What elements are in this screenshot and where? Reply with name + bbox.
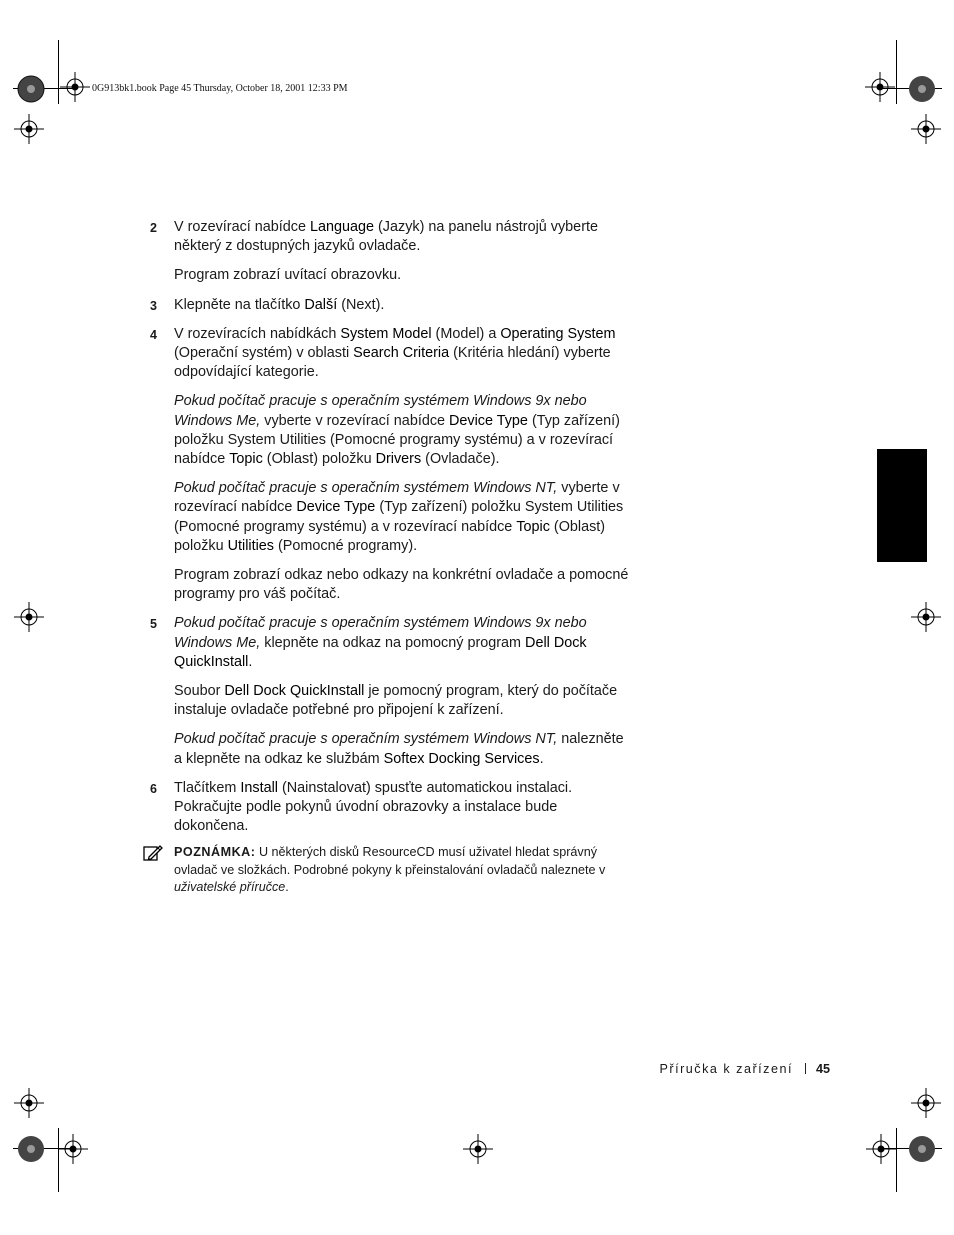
step-number: 5 [150,617,157,632]
note-block: POZNÁMKA: U některých disků ResourceCD musí uživatel hledat správný ovladač ve složkách. Podrobné pokyny k přeinstalování ovladačů naleznete v uživatelské příručce. [174,844,630,896]
press-spoke-mark-icon [16,74,46,104]
step-paragraph: Soubor Dell Dock QuickInstall je pomocný program, který do počítače instaluje ovladače potřebné pro připojení k zařízení. [174,683,618,719]
step-paragraph: Pokud počítač pracuje s operačním systémem Windows 9x nebo Windows Me, vyberte v rozevírací nabídce Device Type (Typ zařízení) položku System Utilities (Pomocné programy systému) a v rozevírací nabídce Topic (Oblast) položku Drivers (Ovladače). [174,393,620,468]
ui-term: Topic [516,518,550,535]
step-paragraph: Pokud počítač pracuje s operačním systémem Windows NT, nalezněte a klepněte na odkaz ke službám Softex Docking Services. [174,731,624,767]
main-content [150,218,630,897]
ui-term: Device Type [449,412,528,429]
registration-target-icon [911,114,941,144]
registration-target-icon [58,1134,88,1164]
os-condition: Pokud počítač pracuje s operačním systémem Windows NT, [174,731,558,748]
step-paragraph: 4 V rozevíracích nabídkách System Model (Model) a Operating System (Operační systém) v oblasti Search Criteria (Kritéria hledání) vyberte odpovídající kategorie. [150,325,616,381]
ui-term: Search Criteria [353,345,450,362]
os-condition: Pokud počítač pracuje s operačním systémem Windows 9x nebo Windows Me, [174,393,587,429]
ui-term: Language [309,219,375,235]
note-label: POZNÁMKA: [174,845,256,860]
press-spoke-mark-icon [16,1134,46,1164]
press-spoke-mark-icon [907,1134,937,1164]
page-footer [660,1062,831,1076]
ui-term: Topic [229,451,263,468]
step-paragraph: 5 Pokud počítač pracuje s operačním systémem Windows 9x nebo Windows Me, klepněte na odkaz na pomocný program Dell Dock QuickInstall. [150,615,587,670]
book-header-line: 0G913bk1.book Page 45 Thursday, October 18, 2001 12:33 PM [92,83,348,94]
step-number: 4 [150,327,157,342]
press-spoke-mark-icon [907,74,937,104]
registration-target-icon [463,1134,493,1164]
step-number: 6 [150,781,157,796]
ui-term: Dell Dock QuickInstall [174,634,587,670]
ui-term: Dell Dock QuickInstall [224,683,365,700]
registration-target-icon [14,114,44,144]
ui-term: Operating System [500,325,616,342]
footer-divider [805,1063,806,1074]
registration-target-icon [911,602,941,632]
ui-term: Device Type [296,499,376,516]
manual-reference: uživatelské příručce [174,880,286,895]
ui-term: System Model [340,325,432,342]
step-paragraph: 2 V rozevírací nabídce Language (Jazyk) na panelu nástrojů vyberte některý z dostupných jazyků ovladače. [150,219,598,255]
crop-mark [58,40,59,104]
step-paragraph: Program zobrazí uvítací obrazovku. [174,267,402,284]
step-number: 3 [150,298,157,313]
ui-term: Install [240,779,278,796]
os-condition: Pokud počítač pracuje s operačním systémem Windows NT, [174,480,558,497]
ui-term: Utilities [227,537,274,554]
ui-term: Softex Docking Services [383,750,540,767]
chapter-thumb-tab [877,449,927,562]
registration-target-icon [14,602,44,632]
os-condition: Pokud počítač pracuje s operačním systémem Windows 9x nebo Windows Me, [174,615,587,651]
registration-target-icon [865,72,895,102]
step-number: 2 [150,221,157,235]
registration-target-icon [866,1134,896,1164]
crop-mark [896,1128,897,1192]
pencil-note-icon [143,844,163,862]
page-number: 45 [815,1062,830,1076]
registration-target-icon [911,1088,941,1118]
step-paragraph: 6 Tlačítkem Install (Nainstalovat) spusťte automatickou instalaci. Pokračujte podle pokynů úvodní obrazovky a instalace bude dokončena. [150,779,573,835]
registration-target-icon [14,1088,44,1118]
ui-term: Další [304,296,338,313]
crop-mark [896,40,897,104]
footer-title: Příručka k zařízení [659,1062,793,1076]
step-paragraph: Program zobrazí odkaz nebo odkazy na konkrétní ovladače a pomocné programy pro váš počítač. [174,567,629,603]
registration-target-icon [60,72,90,102]
step-paragraph: 3 Klepněte na tlačítko Další (Next). [174,296,630,315]
ui-term: Drivers [375,451,422,468]
step-paragraph: Pokud počítač pracuje s operačním systémem Windows NT, vyberte v rozevírací nabídce Device Type (Typ zařízení) položku System Utilities (Pomocné programy systému) a v rozevírací nabídce Topic (Oblast) položku Utilities (Pomocné programy). [174,480,624,554]
